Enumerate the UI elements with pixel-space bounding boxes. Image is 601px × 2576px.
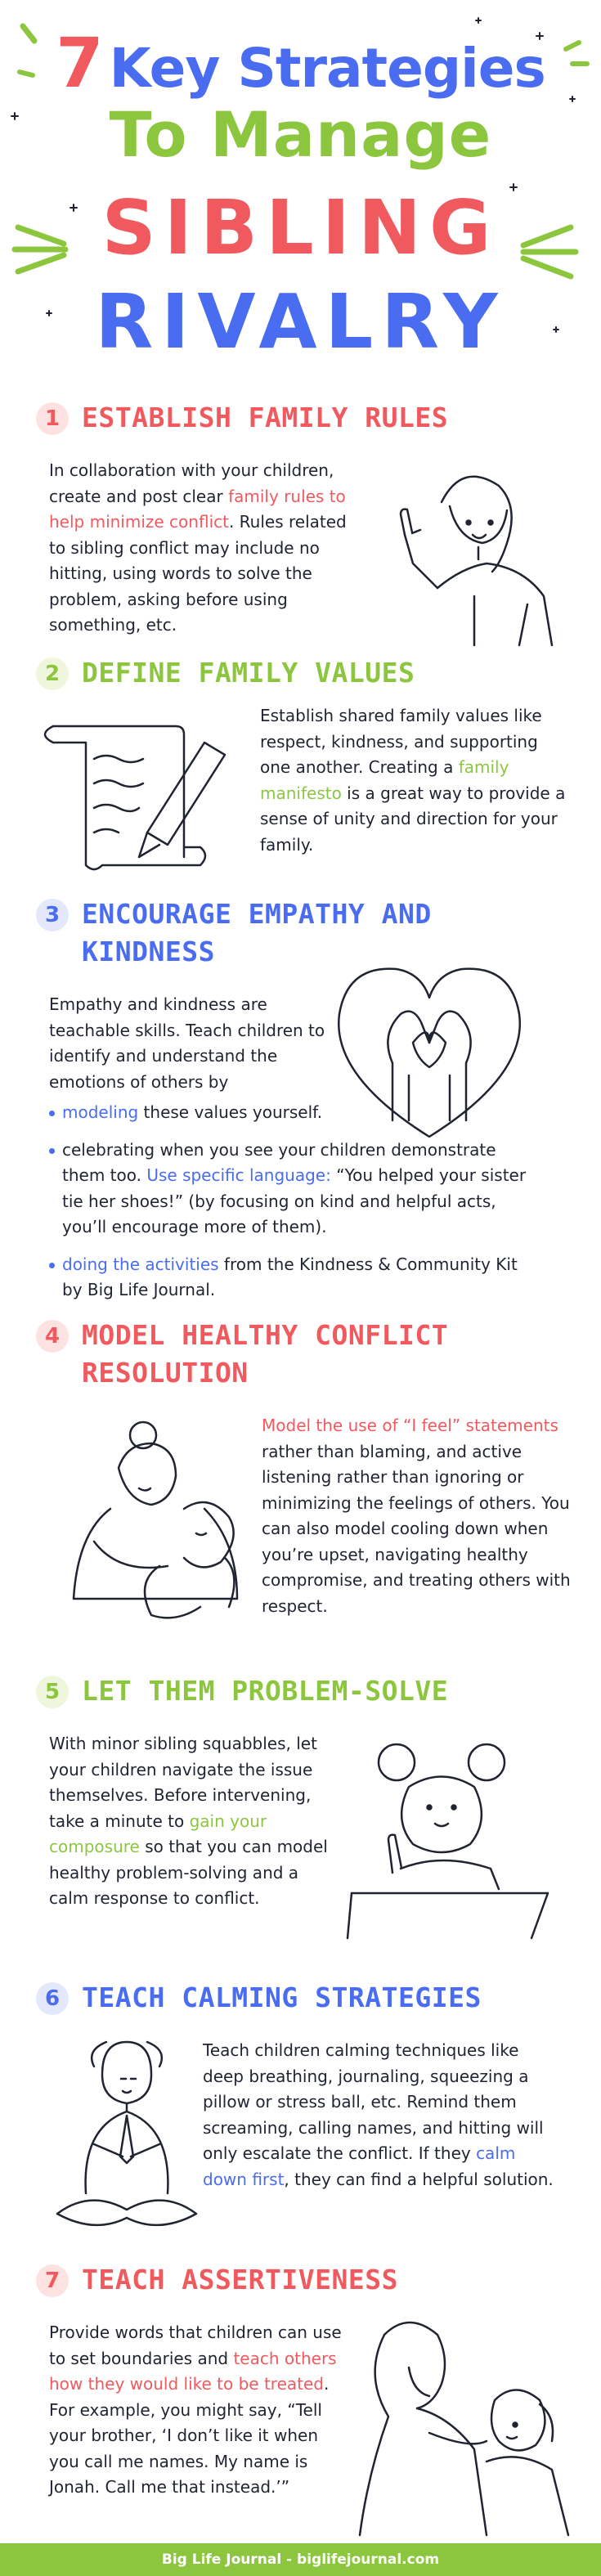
text-part: Provide words that children can use to set boundaries and — [49, 2322, 342, 2368]
list-item — [49, 1100, 540, 1126]
highlight-family-rules: family rules to help minimize conflict — [49, 486, 346, 532]
mother-hugging-child-icon — [61, 1411, 258, 1640]
list-item — [49, 1138, 540, 1241]
section-6-text — [203, 2038, 563, 2192]
section-number-badge: 4 — [36, 1320, 69, 1353]
section-4 — [0, 1317, 601, 1660]
text-part: In collaboration with your children, create and post clear — [49, 460, 334, 506]
text-part: Establish shared family values like respect, kindness, and supporting one another. Creating a — [260, 706, 542, 777]
highlight-calm-down-first: calm down first — [203, 2143, 516, 2189]
section-title: TEACH ASSERTIVENESS — [82, 2264, 398, 2296]
highlight-doing-activities: doing the activities — [62, 1254, 219, 1274]
girl-raising-finger-icon — [360, 445, 564, 649]
section-7 — [0, 2261, 601, 2539]
list-item — [49, 1252, 540, 1304]
section-title: DEFINE FAMILY VALUES — [82, 657, 415, 689]
text-part: these values yourself. — [138, 1102, 323, 1122]
highlight-teach-others: teach others how they would like to be treated — [49, 2348, 337, 2394]
highlight-family-manifesto: family manifesto — [260, 757, 509, 803]
title-line-3: SIBLING — [101, 184, 500, 272]
text-part: Teach children calming techniques like deep breathing, journaling, squeezing a pillow or stress ball, etc. Remind them screaming, calling names, and hitting will only escalate the conflict. If they — [203, 2040, 544, 2163]
footer-credit: Big Life Journal - biglifejournal.com — [0, 2543, 601, 2576]
girl-at-desk-icon — [343, 1730, 564, 1942]
text-part: from the Kindness & Community Kit by Big Life Journal. — [62, 1254, 518, 1299]
meditating-person-icon — [49, 2038, 204, 2234]
section-title: TEACH CALMING STRATEGIES — [82, 1981, 482, 2013]
text-part: . For example, you might say, “Tell your brother, ‘I don’t like it when you call me names. My name is Jonah. Call me that instead.’” — [49, 2374, 330, 2497]
text-part: “You helped your sister tie her shoes!” (by focusing on kind and helpful acts, you’ll encourage more of them). — [62, 1165, 527, 1236]
section-number-badge: 3 — [36, 899, 69, 931]
text-part: With minor sibling squabbles, let your children navigate the issue themselves. Before intervening, take a minute to — [49, 1734, 317, 1831]
text-part: so that you can model healthy problem-solving and a calm response to conflict. — [49, 1837, 328, 1908]
section-2-heading — [36, 654, 415, 692]
text-part: celebrating when you see your children demonstrate them too. — [62, 1139, 496, 1185]
section-7-heading — [36, 2261, 398, 2299]
section-title: ESTABLISH FAMILY RULES — [82, 402, 449, 433]
section-title-line: MODEL HEALTHY CONFLICT — [82, 1319, 449, 1351]
section-5-heading — [36, 1672, 448, 1710]
section-6 — [0, 1979, 601, 2241]
section-number-badge: 5 — [36, 1676, 69, 1708]
section-title-line: RESOLUTION — [82, 1357, 249, 1389]
highlight-specific-language: Use specific language: — [146, 1165, 331, 1185]
text-part: rather than blaming, and active listening rather than ignoring or minimizing the feelings of others. You can also model cooling down when you’re upset, navigating healthy compromise, and treating others with respect. — [262, 1441, 571, 1616]
section-title-line: KINDNESS — [82, 936, 215, 967]
highlight-gain-composure: gain your composure — [49, 1811, 267, 1856]
scroll-and-pen-icon — [37, 710, 241, 882]
section-number-badge: 1 — [36, 402, 69, 435]
section-7-text — [49, 2320, 343, 2501]
section-title: LET THEM PROBLEM-SOLVE — [82, 1675, 449, 1707]
text-part: . Rules related to sibling conflict may include no hitting, using words to solve the problem, asking before using something, etc. — [49, 512, 347, 635]
section-5-text — [49, 1731, 335, 1912]
section-3-bullets — [49, 1100, 540, 1315]
title-line-1 — [0, 23, 601, 103]
section-3-intro: Empathy and kindness are teachable skills. Teach children to identify and understand the emotions of others by — [49, 994, 325, 1092]
title-line-2: To Manage — [109, 98, 492, 171]
title-key-strategies: Key Strategies — [109, 37, 545, 100]
title-block — [0, 0, 601, 384]
section-title — [82, 1317, 448, 1392]
section-5 — [0, 1672, 601, 1954]
text-part: is a great way to provide a sense of unity and direction for your family. — [260, 783, 566, 855]
section-2-text — [260, 703, 571, 858]
section-number-badge: 2 — [36, 657, 69, 690]
mother-and-daughter-icon — [352, 2310, 581, 2539]
title-line-4: RIVALRY — [95, 278, 506, 366]
section-6-heading — [36, 1979, 482, 2017]
section-number-badge: 7 — [36, 2264, 69, 2297]
section-number-badge: 6 — [36, 1982, 69, 2015]
section-3 — [0, 895, 601, 1353]
title-number: 7 — [56, 23, 103, 103]
section-2 — [0, 654, 601, 883]
section-4-heading — [36, 1317, 448, 1392]
highlight-modeling: modeling — [62, 1102, 139, 1122]
section-title-line: ENCOURAGE EMPATHY AND — [82, 898, 432, 930]
section-4-text — [262, 1413, 572, 1619]
text-part: , they can find a helpful solution. — [284, 2169, 554, 2189]
highlight-i-feel-statements: Model the use of “I feel” statements — [262, 1416, 558, 1435]
section-1 — [0, 399, 601, 669]
section-1-heading — [36, 399, 448, 437]
section-1-text — [49, 458, 352, 639]
